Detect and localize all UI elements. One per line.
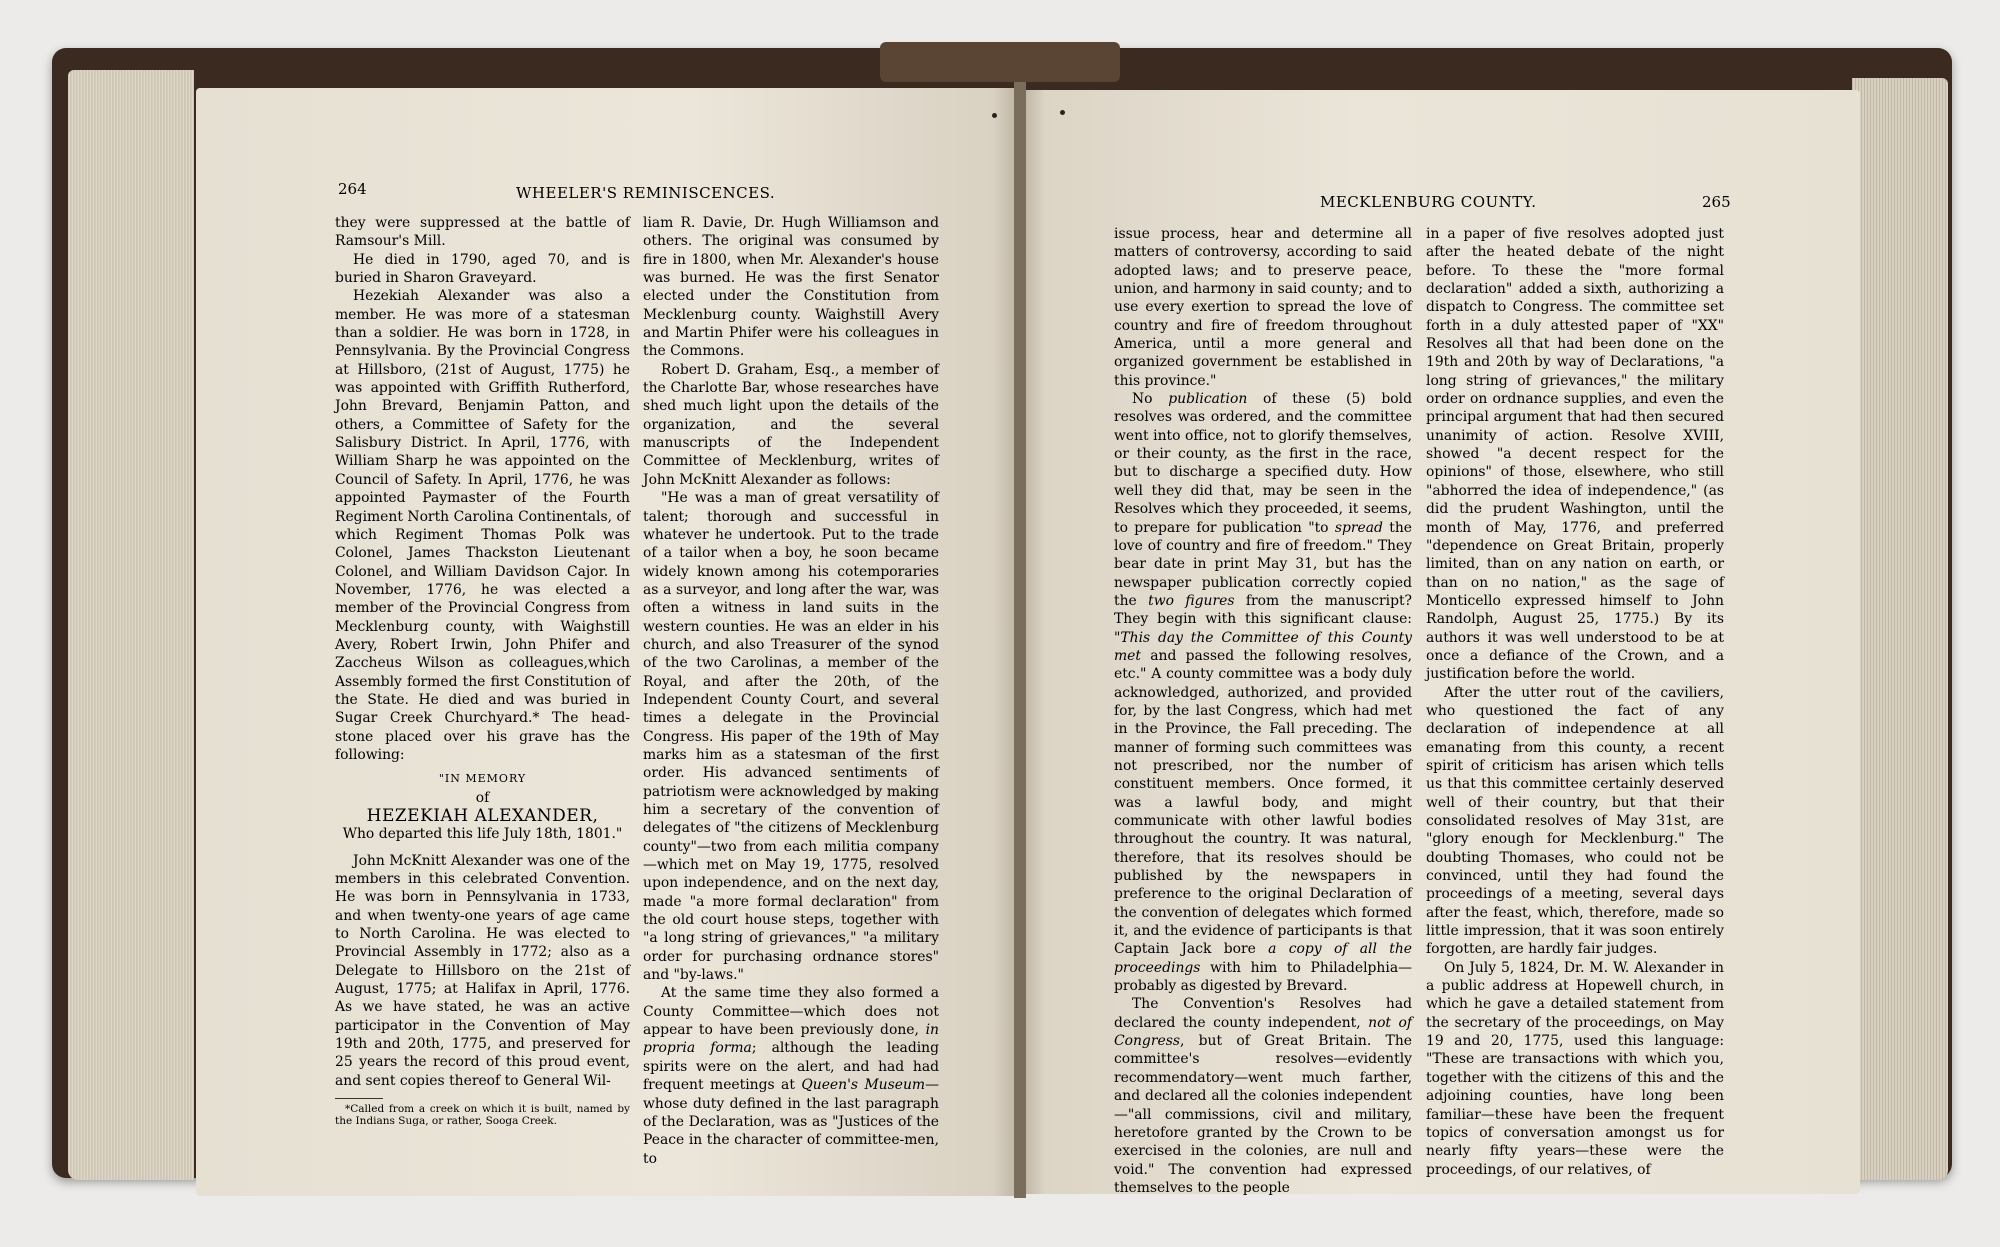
paragraph: John McKnitt Alexander was one of the members in this celebrated Convention. He was born in Pennsylvania in 1733, and when twenty-one years of age came to North Carolina. He was elected to Provincial Assembly in 1772; also as a Delegate to Hillsboro on the 21st of August, 1775; at Halifax in April, 1776. As we have stated, he was an active participator in the Convention of May 19th and 20th, 1775, and preserved for 25 years the record of this proud event, and sent copies thereof to General Wil- xyxy=(335,852,630,1089)
right-page-column-2 xyxy=(1426,225,1724,1179)
footnote-rule xyxy=(335,1098,383,1099)
book-gutter xyxy=(1014,82,1026,1198)
memorial-inscription xyxy=(335,770,630,843)
paragraph: On July 5, 1824, Dr. M. W. Alexander in a public address at Hopewell church, in which he gave a detailed statement from the secretary of the proceedings, on May 19 and 20, 1775, used this language: "These are transactions with which you, together with the citizens of this and the adjoining counties, have long been familiar—these have been the frequent topics of conversation amongst us for nearly fifty years—these were the proceedings, of our relatives, of xyxy=(1426,959,1724,1178)
left-page-column-1 xyxy=(335,214,630,1127)
memorial-line: of xyxy=(475,789,490,806)
paragraph: At the same time they also formed a County Committee—which does not appear to have been previously done, in propria forma; although the leading spirits were on the alert, and had had frequent meetings at Queen's Museum—whose duty defined in the last paragraph of the Declaration, was as "Justices of the Peace in the character of committee-men, to xyxy=(643,985,939,1167)
paragraph: they were suppressed at the battle of Ramsour's Mill. xyxy=(335,215,630,250)
paragraph: Robert D. Graham, Esq., a member of the Charlotte Bar, whose researches have shed much light upon the details of the organization, and the several manuscripts of the Independent Committee of Mecklenburg, writes of John McKnitt Alexander as follows: xyxy=(643,361,939,488)
paragraph: issue process, hear and determine all matters of controversy, according to said adopted laws; and to preserve peace, union, and harmony in said county; and to use every exertion to spread the love of country and fire of freedom throughout America, until a more general and organized government be established in this province." xyxy=(1114,226,1412,389)
memorial-line: Who departed this life July 18th, 1801." xyxy=(342,826,623,843)
page-edges-left xyxy=(68,70,194,1180)
memorial-line: "IN MEMORY xyxy=(438,772,527,786)
page-number-right: 265 xyxy=(1702,193,1731,211)
book-spine xyxy=(880,42,1120,82)
paragraph: in a paper of five resolves adopted just after the heated debate of the night before. To these the "more formal declaration" added a sixth, authorizing a dispatch to Congress. The committee set forth in a duly attested paper of "XX" Resolves all that had been done on the 19th and 20th by way of Declarations, "a long string of grievances," the military order on ordnance supplies, and even the principal argument that had then secured unanimity of action. Resolve XVIII, showed "a decent respect for the opinions" of those, elsewhere, who still "abhorred the idea of independence," (as did the prudent Washington, until the month of May, 1776, and preferred "dependence on Great Britain, properly limited, than on any nation on earth, or than on no nation," as the sage of Monticello expressed himself to John Randolph, August 25, 1775.) By its authors it was well understood to be at once a defiance of the Crown, and a justification before the world. xyxy=(1426,226,1724,683)
left-page-column-2 xyxy=(643,214,939,1168)
ink-spot xyxy=(992,113,997,118)
memorial-name: HEZEKIAH ALEXANDER, xyxy=(366,806,599,826)
footnote: *Called from a creek on which it is built, named by the Indians Suga, or rather, Sooga Creek. xyxy=(335,1103,630,1128)
paragraph: The Convention's Resolves had declared the county independent, not of Congress, but of Great Britain. The committee's resolves—evidently recommendatory—went much farther, and declared all the colonies independent—"all commissions, civil and military, heretofore granted by the Crown to be exercised in the colonies, are null and void." The convention had expressed themselves to the people xyxy=(1114,996,1413,1196)
paragraph: Hezekiah Alexander was also a member. He was more of a statesman than a soldier. He was born in 1728, in Pennsylvania. By the Provincial Congress at Hillsboro, (21st of August, 1775) he was appointed with Griffith Rutherford, John Brevard, Benjamin Patton, and others, a Committee of Safety for the Salisbury District. In April, 1776, with William Sharp he was appointed on the Council of Safety. In April, 1776, he was appointed Paymaster of the Fourth Regiment North Carolina Continentals, of which Regiment Thomas Polk was Colonel, James Thackston Lieutenant Colonel, and William Davidson Cajor. In November, 1776, he was elected a member of the Provincial Congress from Mecklenburg county, with Waighstill Avery, Robert Irwin, John Phifer and Zaccheus Wilson as colleagues,which Assembly formed the first Constitution of the State. He died and was buried in Sugar Creek Churchyard.* The head-stone placed over his grave has the following: xyxy=(335,288,630,763)
paragraph: He died in 1790, aged 70, and is buried in Sharon Graveyard. xyxy=(335,251,630,287)
paragraph: After the utter rout of the caviliers, who questioned the fact of any declaration of independence at all emanating from this county, a recent spirit of criticism has arisen which tells us that this committee certainly deserved well of their country, but that their consolidated resolves of May 31st, are "glory enough for Mecklenburg." The doubting Thomases, who could not be convinced, until they had found the proceedings of a meeting, several days after the feast, which, therefore, made so little impression, that it was soon entirely forgotten, are hardly fair judges. xyxy=(1426,684,1724,958)
paragraph: liam R. Davie, Dr. Hugh Williamson and others. The original was consumed by fire in 1800, when Mr. Alexander's house was burned. He was the first Senator elected under the Constitution from Mecklenburg county. Waighstill Avery and Martin Phifer were his colleagues in the Commons. xyxy=(643,215,939,360)
running-head-left: WHEELER'S REMINISCENCES. xyxy=(516,184,776,202)
running-head-right: MECKLENBURG COUNTY. xyxy=(1320,193,1537,211)
paragraph: "He was a man of great versatility of talent; thorough and successful in whatever he undertook. Put to the trade of a tailor when a boy, he soon became widely known among his cotemporaries as a surveyor, and long after the war, was often a witness in land suits in the western counties. He was an elder in his church, and also Treasurer of the synod of the two Carolinas, a member of the Royal, and after the 20th, of the Independent County Court, and several times a delegate in the Provincial Congress. His paper of the 19th of May marks him as a statesman of the first order. His advanced sentiments of patriotism were acknowledged by making him a secretary of the convention of delegates of "the citizens of Mecklenburg county"—two from each militia company—which met on May 19, 1775, resolved upon independence, and on the next day, made "a more formal declaration" from the old court house steps, together with "a long string of grievances," "a military order for purchasing ordnance stores" and "by-laws." xyxy=(643,490,939,984)
paragraph: No publication of these (5) bold resolves was ordered, and the committee went into office, not to glorify themselves, or their county, as the first in the race, but to discharge a specified duty. How well they did that, may be seen in the Resolves which they proceeded, it seems, to prepare for publication "to spread the love of country and fire of freedom." They bear date in print May 31, but has the newspaper publication correctly copied the two figures from the manuscript? They begin with this significant clause: "This day the Committee of this County met and passed the following resolves, etc." A county committee was a body duly acknowledged, authorized, and provided for, by the last Congress, which had met in the Province, the Fall preceding. The manner of forming such committees was not prescribed, nor the number of constituent members. Once formed, it was a lawful body, and might communicate with other lawful bodies throughout the country. It was natural, therefore, that its resolves should be published by the newspapers in preference to the original Declaration of the convention of delegates which formed it, and the evidence of participants is that Captain Jack bore a copy of all the proceedings with him to Philadelphia—probably as digested by Brevard. xyxy=(1114,391,1413,995)
ink-spot xyxy=(1060,110,1065,115)
page-number-left: 264 xyxy=(338,180,367,198)
page-edges-right xyxy=(1852,78,1948,1180)
right-page-column-1 xyxy=(1114,225,1412,1197)
